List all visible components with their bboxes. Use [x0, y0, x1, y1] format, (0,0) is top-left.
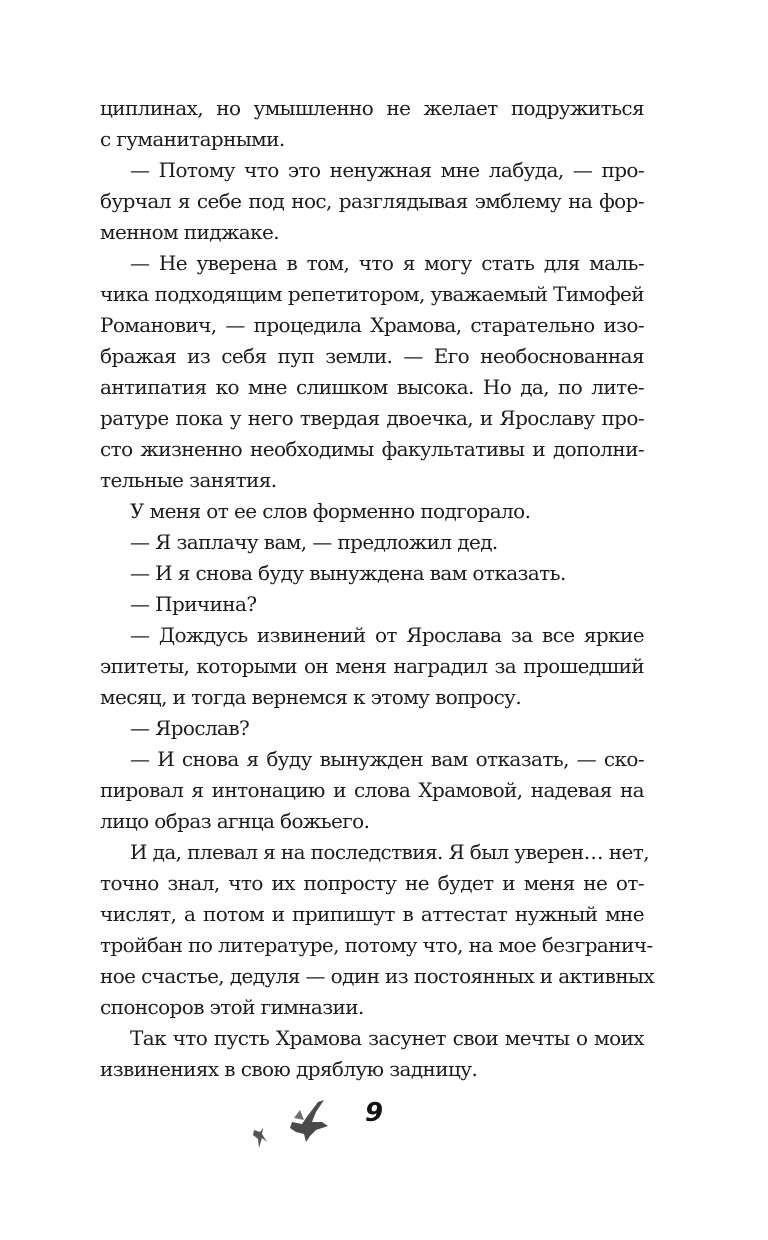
- text-line: — И снова я буду вынужден вам отказать, — ско-: [130, 747, 644, 771]
- text-line: У меня от ее слов форменно подгорало.: [130, 499, 531, 523]
- text-line: эпитеты, которыми он меня наградил за прошедший: [100, 654, 644, 678]
- text-line: сто жизненно необходимы факультативы и дополни-: [100, 437, 644, 461]
- text-line: ратуре пока у него твердая двоечка, и Ярославу про-: [100, 406, 644, 430]
- page-text: [100, 93, 655, 1085]
- text-line: спонсоров этой гимназии.: [100, 995, 364, 1019]
- text-line: — Потому что это ненужная мне лабуда, — про-: [130, 158, 644, 182]
- text-line: лицо образ агнца божьего.: [100, 809, 370, 833]
- text-line: — Дождусь извинений от Ярослава за все яркие: [130, 623, 644, 647]
- folio: [250, 1098, 410, 1162]
- text-line: тельные занятия.: [100, 468, 277, 492]
- flying-birds-icon: [250, 1098, 360, 1162]
- text-line: точно знал, что их попросту не будет и меня не от-: [100, 871, 644, 895]
- text-line: — Ярослав?: [130, 716, 250, 740]
- text-line: — Причина?: [130, 592, 257, 616]
- text-line: бурчал я себе под нос, разглядывая эмблему на фор-: [100, 189, 644, 213]
- text-line: циплинах, но умышленно не желает подружиться: [100, 96, 644, 120]
- text-line: Романович, — процедила Храмова, старательно изо-: [100, 313, 644, 337]
- text-line: Так что пусть Храмова засунет свои мечты о моих: [130, 1026, 644, 1050]
- text-line: ное счастье, дедуля — один из постоянных и активных: [100, 964, 655, 988]
- text-line: извинениях в свою дряблую задницу.: [100, 1057, 478, 1081]
- text-line: антипатия ко мне слишком высока. Но да, по лите-: [100, 375, 644, 399]
- text-line: с гуманитарными.: [100, 127, 285, 151]
- text-line: И да, плевал я на последствия. Я был уверен… нет,: [130, 840, 649, 864]
- text-line: менном пиджаке.: [100, 220, 279, 244]
- small-bird-icon: [253, 1128, 267, 1148]
- page-number: 9: [365, 1098, 384, 1128]
- text-line: тройбан по литературе, потому что, на мое безгранич-: [100, 933, 653, 957]
- text-line: пировал я интонацию и слова Храмовой, надевая на: [100, 778, 644, 802]
- text-line: бражая из себя пуп земли. — Его необоснованная: [100, 344, 644, 368]
- text-line: месяц, и тогда вернемся к этому вопросу.: [100, 685, 522, 709]
- text-line: — Я заплачу вам, — предложил дед.: [130, 530, 498, 554]
- text-line: чика подходящим репетитором, уважаемый Тимофей: [100, 282, 644, 306]
- text-line: числят, а потом и припишут в аттестат нужный мне: [100, 902, 644, 926]
- large-bird-icon: [290, 1100, 328, 1142]
- text-line: — И я снова буду вынуждена вам отказать.: [130, 561, 566, 585]
- text-line: — Не уверена в том, что я могу стать для маль-: [130, 251, 644, 275]
